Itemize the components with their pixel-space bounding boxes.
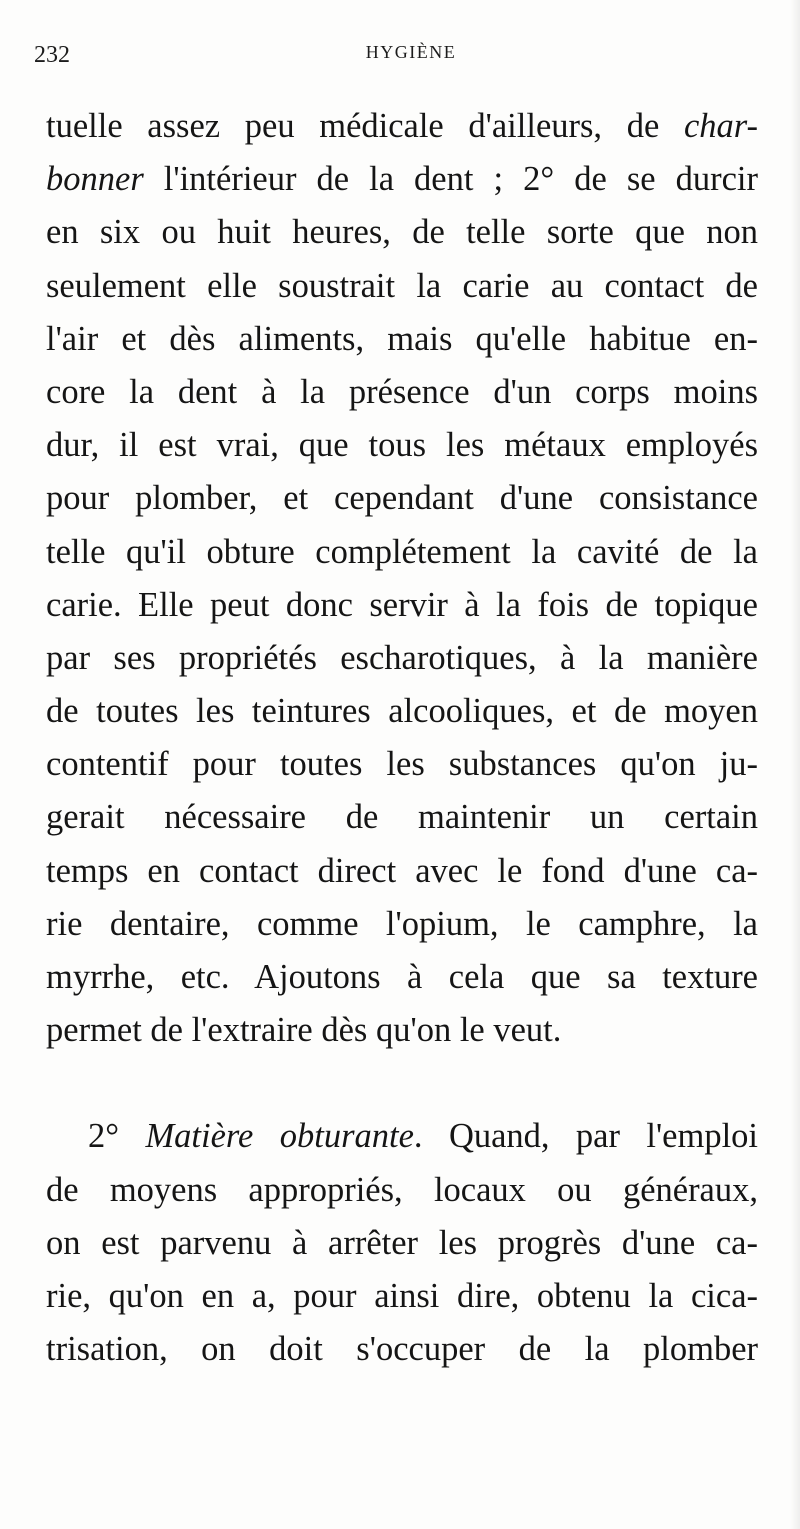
text-line: permet de l'extraire dès qu'on le veut. <box>46 1011 562 1050</box>
text-line: pour plomber, et cependant d'une consistance <box>46 479 758 518</box>
text-line: carie. Elle peut donc servir à la fois de topique <box>46 585 758 624</box>
text-line: en six ou huit heures, de telle sorte que non <box>46 213 758 252</box>
text-line <box>46 1110 758 1163</box>
text-line <box>46 153 758 206</box>
text-line: rie, qu'on en a, pour ainsi dire, obtenu la cica- <box>46 1276 758 1315</box>
italic-run: bonner <box>46 160 144 199</box>
text-line: dur, il est vrai, que tous les métaux employés <box>46 426 758 465</box>
text-run: 2° <box>88 1117 146 1156</box>
body-text <box>46 100 758 1376</box>
text-line: on est parvenu à arrêter les progrès d'une ca- <box>46 1223 758 1262</box>
text-line: myrrhe, etc. Ajoutons à cela que sa texture <box>46 958 758 996</box>
paragraph-1 <box>46 100 758 1057</box>
text-line: de toutes les teintures alcooliques, et de moyen <box>46 692 758 731</box>
text-run: tuelle assez peu médicale d'ailleurs, de <box>46 107 684 145</box>
italic-run: Matière obturante <box>145 1117 414 1156</box>
text-line: rie dentaire, comme l'opium, le camphre, la <box>46 904 758 943</box>
paragraph-2 <box>46 1110 758 1376</box>
text-run: . Quand, par l'emploi <box>413 1117 758 1156</box>
italic-run: char- <box>683 107 758 145</box>
text-line: de moyens appropriés, locaux ou généraux, <box>46 1170 758 1209</box>
paragraph-gap <box>46 1057 758 1110</box>
running-title: HYGIÈNE <box>365 42 457 62</box>
text-line: trisation, on doit s'occuper de la plomber <box>46 1330 758 1369</box>
text-line: par ses propriétés escharotiques, à la manière <box>46 638 758 677</box>
page-number: 232 <box>34 42 70 68</box>
running-header <box>34 38 760 74</box>
page-edge-shadow <box>790 0 800 1529</box>
text-line: core la dent à la présence d'un corps moins <box>46 372 758 411</box>
text-line: l'air et dès aliments, mais qu'elle habitue en- <box>46 319 758 358</box>
text-line: gerait nécessaire de maintenir un certain <box>46 798 758 837</box>
text-run: l'intérieur de la dent ; 2° de se durcir <box>143 160 758 199</box>
text-line: seulement elle soustrait la carie au contact de <box>46 266 758 305</box>
text-line: contentif pour toutes les substances qu'on ju- <box>46 745 758 784</box>
text-line: telle qu'il obture complétement la cavité de la <box>46 532 758 571</box>
text-line <box>46 100 758 153</box>
text-line: temps en contact direct avec le fond d'une ca- <box>46 851 758 890</box>
